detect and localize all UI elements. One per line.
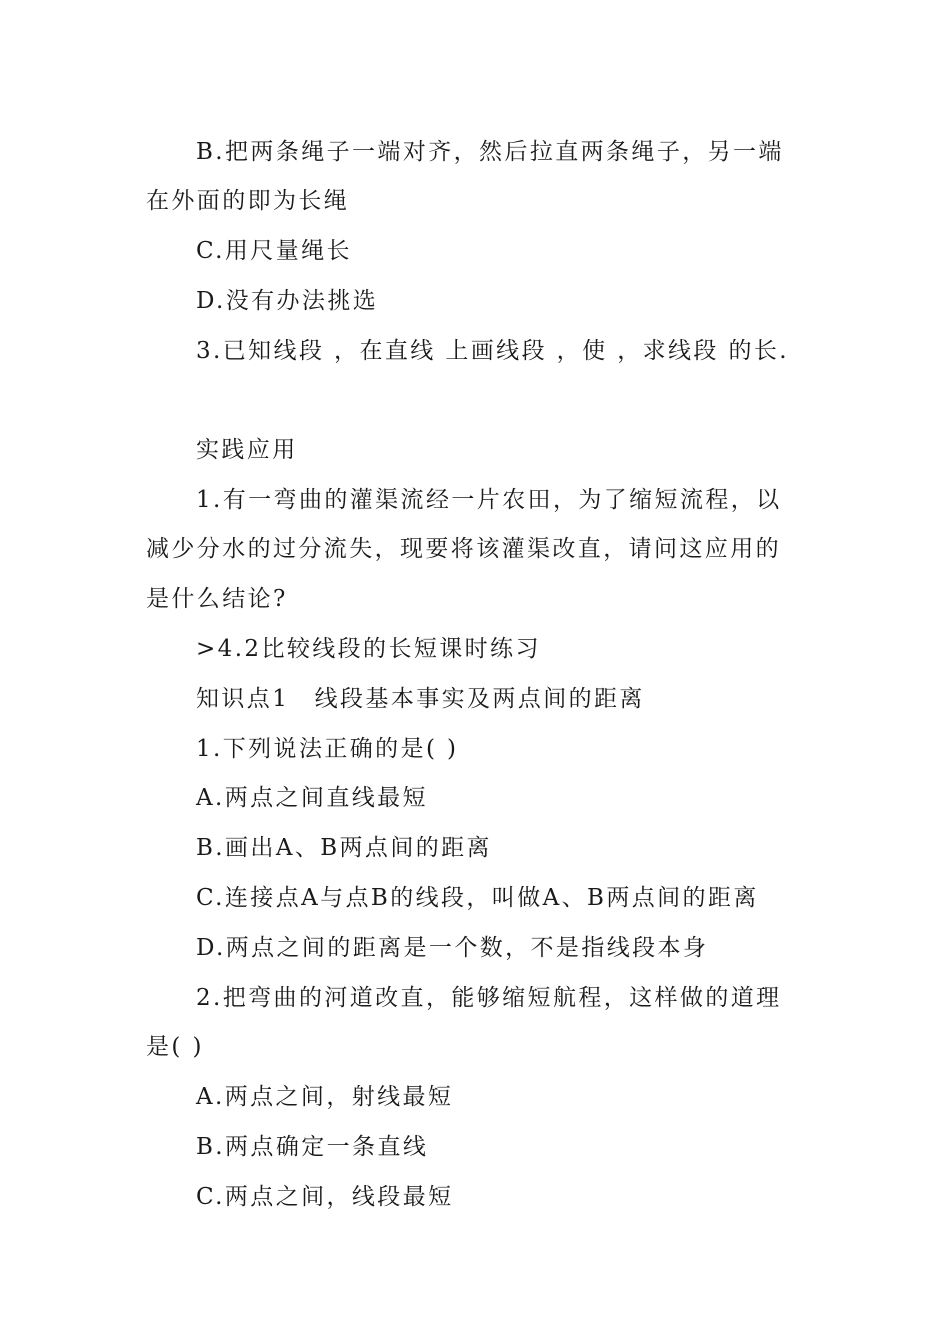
exercise-q2-stem-line-2: 是( ) — [146, 1034, 204, 1060]
option-b-line-2: 在外面的即为长绳 — [146, 188, 350, 214]
exercise-q1-stem: 1.下列说法正确的是( ) — [196, 736, 459, 762]
exercise-q2-option-b: B.两点确定一条直线 — [196, 1134, 429, 1160]
question-3-line: 3.已知线段 ，在直线 上画线段 ，使 ，求线段 的长. — [196, 338, 790, 364]
exercise-q2-option-c: C.两点之间，线段最短 — [196, 1184, 454, 1210]
exercise-q1-option-d: D.两点之间的距离是一个数，不是指线段本身 — [196, 935, 709, 961]
practice-q1-line-1: 1.有一弯曲的灌渠流经一片农田，为了缩短流程，以 — [196, 487, 782, 513]
option-d-line: D.没有办法挑选 — [196, 288, 379, 314]
section-heading-practice: 实践应用 — [196, 437, 298, 463]
exercise-q2-stem-line-1: 2.把弯曲的河道改直，能够缩短航程，这样做的道理 — [196, 985, 782, 1011]
exercise-q1-option-c: C.连接点A与点B的线段，叫做A、B两点间的距离 — [196, 885, 759, 911]
exercise-q1-option-a: A.两点之间直线最短 — [196, 785, 428, 811]
exercise-q1-option-b: B.画出A、B两点间的距离 — [196, 835, 492, 861]
practice-q1-line-3: 是什么结论? — [146, 586, 288, 612]
knowledge-point-heading: 知识点1 线段基本事实及两点间的距离 — [196, 686, 645, 712]
practice-q1-line-2: 减少分水的过分流失，现要将该灌渠改直，请问这应用的 — [146, 536, 781, 562]
exercise-q2-option-a: A.两点之间，射线最短 — [196, 1084, 454, 1110]
option-c-line: C.用尺量绳长 — [196, 238, 352, 264]
option-b-line-1: B.把两条绳子一端对齐，然后拉直两条绳子，另一端 — [196, 139, 784, 165]
lesson-title: >4.2比较线段的长短课时练习 — [196, 636, 541, 662]
